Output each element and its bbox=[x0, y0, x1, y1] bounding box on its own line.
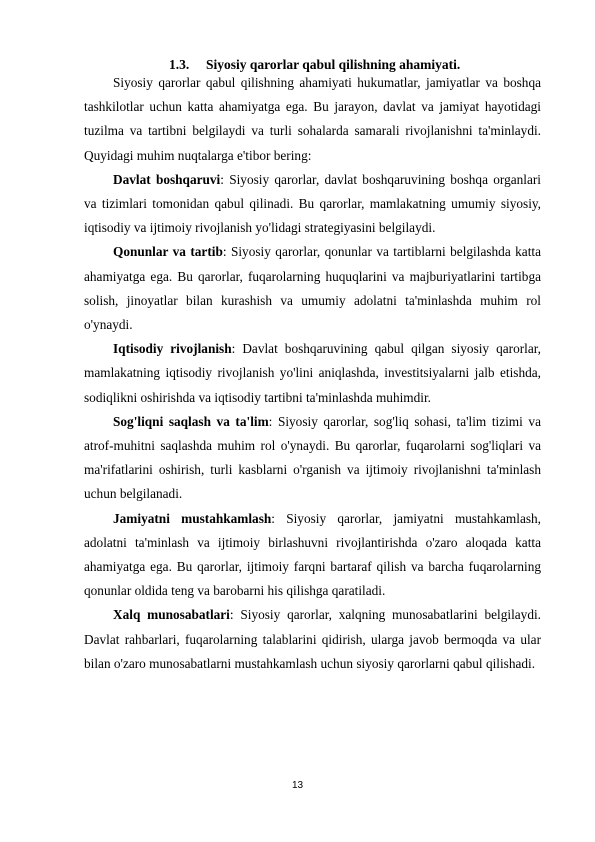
paragraph-sogliqni-saqlash bbox=[84, 410, 541, 507]
term-jamiyatni-mustahkamlash: Jamiyatni mustahkamlash bbox=[113, 510, 272, 526]
text-qonunlar-va-tartib: : Siyosiy qarorlar, qonunlar va tartiblarni belgilashda katta ahamiyatga ega. Bu qarorlar, fuqarolarning huquqlarini va majburiyatlarini tartibga solish, jinoyatlar bilan kurashish va umumiy adolatni ta'minlashda muhim rol o'ynaydi. bbox=[84, 244, 541, 333]
text-davlat-boshqaruvi: : Siyosiy qarorlar, davlat boshqaruvining boshqa organlari va tizimlari tomonidan qabul qilinadi. Bu qarorlar, mamlakatning umumiy siyosiy, iqtisodiy va ijtimoiy rivojlanish yo'lidagi strategiyasini belgilaydi. bbox=[84, 171, 541, 236]
text-iqtisodiy-rivojlanish: : Davlat boshqaruvining qabul qilgan siyosiy qarorlar, mamlakatning iqtisodiy rivojlanish yo'lini aniqlashda, investitsiyalarni jalb etishda, sodiqlikni oshirishda va iqtisodiy tartibni ta'minlashda muhimdir. bbox=[84, 341, 541, 405]
intro-paragraph: Siyosiy qarorlar qabul qilishning ahamiyati hukumatlar, jamiyatlar va boshqa tashkilotlar uchun katta ahamiyatga ega. Bu jarayon, davlat va jamiyat hayotidagi tuzilma va tartibni belgilaydi va turli sohalarda samarali rivojlanishni ta'minlaydi. Quyidagi muhim nuqtalarga e'tibor bering: bbox=[84, 75, 541, 163]
paragraph-davlat-boshqaruvi bbox=[84, 168, 541, 241]
text-sogliqni-saqlash: : Siyosiy qarorlar, sog'liq sohasi, ta'lim tizimi va atrof-muhitni saqlashda muhim rol o'ynaydi. Bu qarorlar, fuqarolarni sog'liqlari va ma'rifatlarini oshirish, turli kasblarni o'rganish va ijtimoiy rivojlanishni ta'minlash uchun belgilanadi. bbox=[84, 413, 541, 502]
text-xalq-munosabatlari: : Siyosiy qarorlar, xalqning munosabatlarini belgilaydi. Davlat rahbarlari, fuqarolarning talablarini qidirish, ularga javob bermoqda va ular bilan o'zaro munosabatlarni mustahkamlash uchun siyosiy qarorlarni qabul qilishadi. bbox=[84, 607, 541, 671]
text-jamiyatni-mustahkamlash: : Siyosiy qarorlar, jamiyatni mustahkamlash, adolatni ta'minlash va ijtimoiy birlashuvni rivojlantirishda o'zaro aloqada katta ahamiyatga ega. Bu qarorlar, ijtimoiy farqni bartaraf qilish va barcha fuqarolarning qonunlar oldida teng va barobarni his qilishga qaratiladi. bbox=[84, 510, 541, 599]
section-title: Siyosiy qarorlar qabul qilishning ahamiyati. bbox=[206, 57, 461, 72]
paragraph-qonunlar-va-tartib bbox=[84, 240, 541, 337]
body-text bbox=[84, 71, 541, 676]
term-xalq-munosabatlari: Xalq munosabatlari bbox=[113, 607, 230, 623]
term-iqtisodiy-rivojlanish: Iqtisodiy rivojlanish bbox=[113, 341, 232, 357]
paragraph-xalq-munosabatlari bbox=[84, 603, 541, 676]
term-davlat-boshqaruvi: Davlat boshqaruvi bbox=[113, 171, 221, 187]
paragraph-jamiyatni-mustahkamlash bbox=[84, 507, 541, 604]
term-qonunlar-va-tartib: Qonunlar va tartib bbox=[113, 244, 223, 260]
page-number: 13 bbox=[291, 780, 304, 791]
section-number: 1.3. bbox=[169, 57, 190, 72]
paragraph-iqtisodiy-rivojlanish bbox=[84, 337, 541, 410]
term-sogliqni-saqlash: Sog'liqni saqlash va ta'lim bbox=[113, 413, 269, 429]
